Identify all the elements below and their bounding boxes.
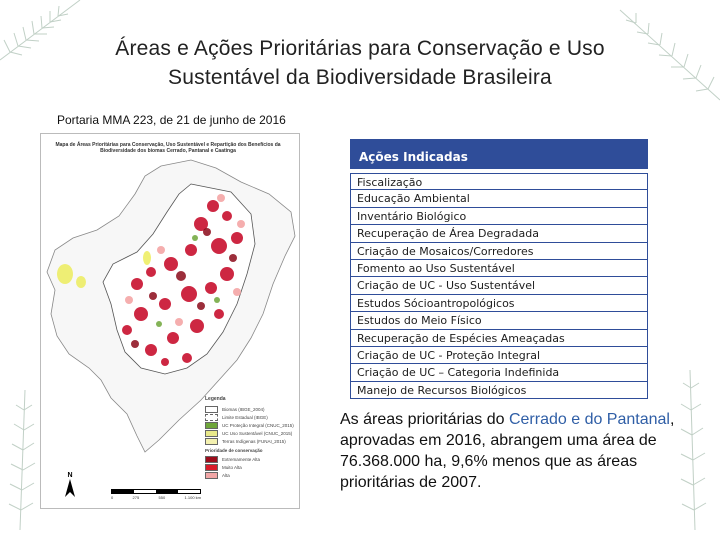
map-legend bbox=[205, 396, 295, 479]
table-row: Fiscalização bbox=[350, 173, 648, 190]
scale-label: 550 bbox=[158, 495, 166, 500]
scale-label: 0 bbox=[111, 495, 114, 500]
table-row: Recuperação de Espécies Ameaçadas bbox=[350, 330, 648, 347]
description-highlight: Cerrado e do Pantanal bbox=[508, 411, 670, 428]
legend-swatch bbox=[205, 406, 218, 413]
priority-legend-title: Prioridade de conservação bbox=[205, 448, 263, 453]
table-row: Manejo de Recursos Biológicos bbox=[350, 382, 648, 399]
legend-label: Limite Estadual (IBGE) bbox=[222, 414, 268, 420]
table-row: Criação de Mosaicos/Corredores bbox=[350, 243, 648, 260]
legend-swatch bbox=[205, 456, 218, 463]
priority-legend-item bbox=[205, 455, 295, 463]
legend-label: Terras Indígenas (FUNAI_2015) bbox=[222, 438, 286, 444]
priority-legend-item bbox=[205, 471, 295, 479]
actions-table-header: Ações Indicadas bbox=[350, 139, 648, 173]
legend-label: UC Proteção Integral (CNUC_2015) bbox=[222, 422, 294, 428]
north-arrow-icon bbox=[63, 472, 77, 499]
legend-label: UC Uso Sustentável (CNUC_2015) bbox=[222, 430, 293, 436]
scale-bar-graphic bbox=[111, 489, 201, 494]
priority-legend-item bbox=[205, 463, 295, 471]
legend-label: Extremamente Alta bbox=[222, 456, 261, 462]
legend-item bbox=[205, 429, 295, 437]
table-row: Criação de UC - Uso Sustentável bbox=[350, 277, 648, 294]
north-label: N bbox=[67, 472, 73, 479]
description-part-1: As áreas prioritárias do bbox=[340, 411, 509, 428]
scale-label: 1.100 km bbox=[184, 495, 201, 500]
table-row: Criação de UC – Categoria Indefinida bbox=[350, 364, 648, 381]
slide-subtitle: Portaria MMA 223, de 21 de junho de 2016 bbox=[57, 113, 286, 127]
table-row: Estudos Sócioantropológicos bbox=[350, 295, 648, 312]
table-row: Criação de UC - Proteção Integral bbox=[350, 347, 648, 364]
description-text bbox=[340, 409, 690, 493]
legend-title: Legenda bbox=[205, 396, 226, 402]
table-row: Inventário Biológico bbox=[350, 208, 648, 225]
legend-label: Alta bbox=[222, 472, 230, 478]
scale-label: 275 bbox=[132, 495, 140, 500]
table-row: Estudos do Meio Físico bbox=[350, 312, 648, 329]
table-row: Recuperação de Área Degradada bbox=[350, 225, 648, 242]
description-part-2: , aprovadas em 2016, abrangem uma área de 76.368.000 ha, 9,6% menos que as áreas prioritárias de 2007. bbox=[340, 411, 675, 491]
table-row: Fomento ao Uso Sustentável bbox=[350, 260, 648, 277]
slide-title-line-1: Áreas e Ações Prioritárias para Conservação e Uso bbox=[115, 37, 605, 60]
legend-item bbox=[205, 405, 295, 413]
legend-item bbox=[205, 413, 295, 421]
slide-title bbox=[20, 34, 700, 92]
legend-swatch bbox=[205, 430, 218, 437]
legend-label: Biomas (IBGE_2004) bbox=[222, 406, 265, 412]
legend-swatch bbox=[205, 472, 218, 479]
legend-item bbox=[205, 421, 295, 429]
slide-title-line-2: Sustentável da Biodiversidade Brasileira bbox=[168, 66, 552, 89]
map-title: Mapa de Áreas Prioritárias para Conservação, Uso Sustentável e Repartição dos Benefícios da Biodiversidade dos biomas Cerrado, Pantanal e Caatinga bbox=[55, 142, 281, 154]
legend-label: Muito Alta bbox=[222, 464, 242, 470]
legend-swatch bbox=[205, 422, 218, 429]
table-row: Educação Ambiental bbox=[350, 190, 648, 207]
legend-swatch bbox=[205, 438, 218, 445]
legend-swatch bbox=[205, 414, 218, 421]
legend-item bbox=[205, 437, 295, 445]
priority-areas-map bbox=[40, 133, 300, 509]
map-scale-bar bbox=[111, 489, 201, 500]
actions-table bbox=[350, 139, 648, 399]
legend-swatch bbox=[205, 464, 218, 471]
